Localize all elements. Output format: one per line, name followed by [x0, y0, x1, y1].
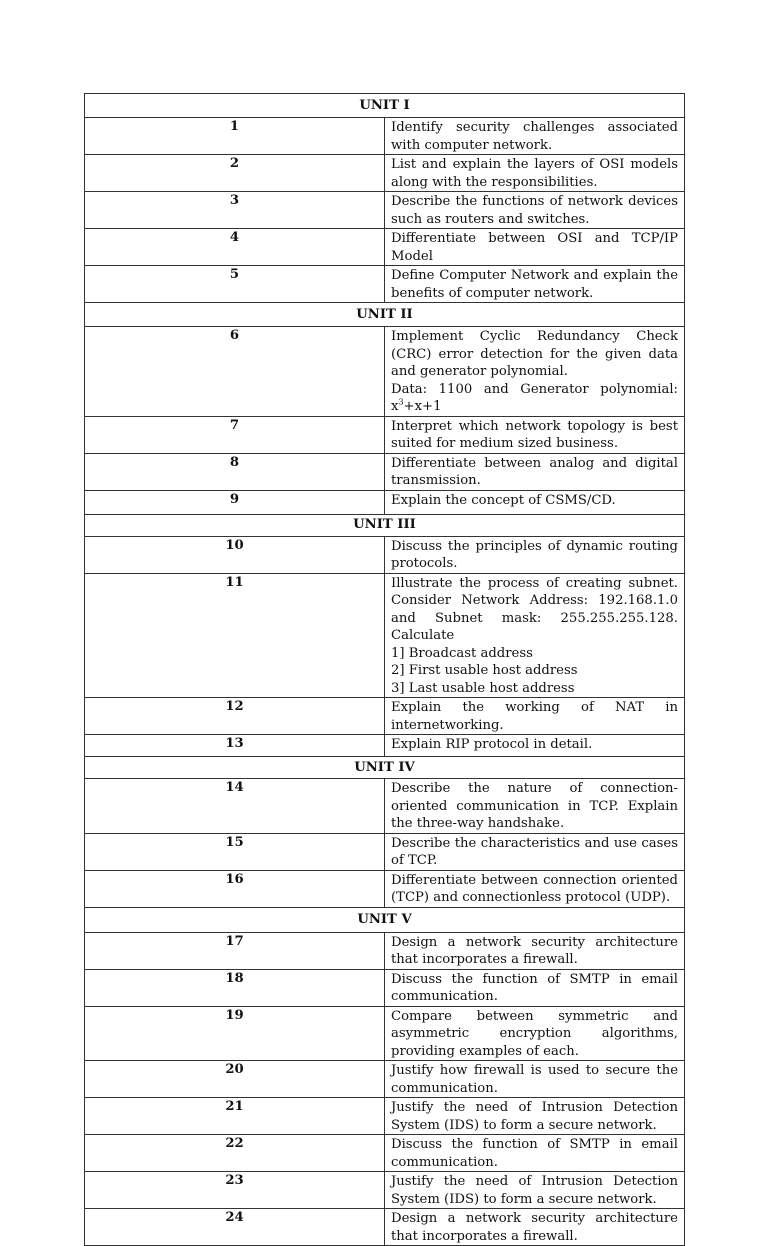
question-text-line: Differentiate between connection oriented (TCP) and connectionless protocol (UDP). — [391, 872, 678, 905]
question-row — [85, 1006, 685, 1061]
crc-data-prefix: Data: 1100 and Generator polynomial: x — [391, 381, 678, 414]
question-text-line: Explain the working of NAT in internetworking. — [391, 700, 678, 733]
crc-data-suffix: +x+1 — [403, 399, 442, 414]
question-row — [85, 490, 685, 514]
question-text-line: Explain the concept of CSMS/CD. — [391, 492, 616, 508]
question-row — [85, 779, 685, 834]
question-text-line: Discuss the principles of dynamic routing protocols. — [391, 538, 678, 571]
question-number: 8 — [85, 453, 385, 490]
unit-header-row — [85, 907, 685, 932]
question-text — [385, 453, 685, 490]
question-number: 4 — [85, 229, 385, 266]
question-text-line: Justify the need of Intrusion Detection System (IDS) to form a secure network. — [391, 1174, 678, 1207]
question-number: 10 — [85, 536, 385, 573]
question-text-line: Differentiate between analog and digital transmission. — [391, 455, 678, 488]
question-row — [85, 266, 685, 303]
question-row — [85, 932, 685, 969]
question-text-line: Implement Cyclic Redundancy Check (CRC) error detection for the given data and generator polynomial. — [391, 329, 678, 379]
question-number: 7 — [85, 416, 385, 453]
question-text-line: Describe the characteristics and use cases of TCP. — [391, 835, 678, 868]
question-number: 17 — [85, 932, 385, 969]
question-text — [385, 266, 685, 303]
question-row — [85, 118, 685, 155]
unit-title: UNIT III — [85, 514, 685, 536]
question-number: 2 — [85, 155, 385, 192]
question-number: 15 — [85, 833, 385, 870]
question-bank-body — [85, 94, 685, 1246]
question-text-line: 3] Last usable host address — [391, 680, 575, 696]
question-text — [385, 1135, 685, 1172]
question-row — [85, 229, 685, 266]
question-text — [385, 327, 685, 417]
crc-data-line — [391, 381, 678, 416]
question-text — [385, 1172, 685, 1209]
question-number: 9 — [85, 490, 385, 514]
question-text-line: Identify security challenges associated with computer network. — [391, 120, 678, 153]
question-number: 13 — [85, 735, 385, 757]
question-number: 6 — [85, 327, 385, 417]
question-text-line: Describe the functions of network devices such as routers and switches. — [391, 194, 678, 227]
question-row — [85, 536, 685, 573]
question-row — [85, 833, 685, 870]
question-row — [85, 192, 685, 229]
polynomial-exponent: 3 — [398, 397, 404, 407]
question-text-line: Justify how firewall is used to secure the communication. — [391, 1063, 678, 1096]
question-number: 5 — [85, 266, 385, 303]
question-text — [385, 416, 685, 453]
unit-header-row — [85, 303, 685, 327]
question-text — [385, 229, 685, 266]
unit-title: UNIT I — [85, 94, 685, 118]
question-row — [85, 735, 685, 757]
unit-title: UNIT II — [85, 303, 685, 327]
question-number: 21 — [85, 1098, 385, 1135]
question-number: 3 — [85, 192, 385, 229]
question-text — [385, 1006, 685, 1061]
question-text — [385, 118, 685, 155]
question-text-line: Design a network security architecture that incorporates a firewall. — [391, 1211, 678, 1244]
question-row — [85, 416, 685, 453]
question-text — [385, 155, 685, 192]
unit-header-row — [85, 514, 685, 536]
question-number: 11 — [85, 573, 385, 698]
unit-header-row — [85, 757, 685, 779]
question-row — [85, 327, 685, 417]
question-text — [385, 573, 685, 698]
question-number: 12 — [85, 698, 385, 735]
question-row — [85, 573, 685, 698]
question-text-line: Define Computer Network and explain the benefits of computer network. — [391, 268, 678, 301]
question-row — [85, 1209, 685, 1246]
question-text — [385, 1098, 685, 1135]
question-number: 23 — [85, 1172, 385, 1209]
question-text-line: Explain RIP protocol in detail. — [391, 737, 593, 752]
unit-title: UNIT V — [85, 907, 685, 932]
question-text-line: 2] First usable host address — [391, 663, 578, 678]
question-row — [85, 155, 685, 192]
question-text-line: Justify the need of Intrusion Detection System (IDS) to form a secure network. — [391, 1100, 678, 1133]
question-row — [85, 1172, 685, 1209]
question-text-line: Interpret which network topology is best suited for medium sized business. — [391, 418, 678, 451]
question-text — [385, 870, 685, 907]
question-text-line: Design a network security architecture that incorporates a firewall. — [391, 934, 678, 967]
unit-title: UNIT IV — [85, 757, 685, 779]
question-text — [385, 490, 685, 514]
question-row — [85, 1135, 685, 1172]
question-text-line: 1] Broadcast address — [391, 645, 533, 661]
question-number: 18 — [85, 969, 385, 1006]
question-row — [85, 698, 685, 735]
question-text — [385, 1061, 685, 1098]
question-text — [385, 833, 685, 870]
question-text-line: Describe the nature of connection-oriented communication in TCP. Explain the three-way handshake. — [391, 781, 678, 831]
question-number: 19 — [85, 1006, 385, 1061]
question-number: 20 — [85, 1061, 385, 1098]
question-text-line: Differentiate between OSI and TCP/IP Model — [391, 231, 678, 264]
question-text — [385, 192, 685, 229]
question-number: 22 — [85, 1135, 385, 1172]
question-bank-table — [84, 93, 685, 1246]
question-text-line: Discuss the function of SMTP in email communication. — [391, 971, 678, 1004]
question-number: 14 — [85, 779, 385, 834]
unit-header-row — [85, 94, 685, 118]
question-text — [385, 735, 685, 757]
question-text — [385, 779, 685, 834]
question-text — [385, 698, 685, 735]
question-row — [85, 453, 685, 490]
question-text — [385, 932, 685, 969]
question-row — [85, 1061, 685, 1098]
question-text — [385, 536, 685, 573]
question-text-line: Discuss the function of SMTP in email communication. — [391, 1137, 678, 1170]
question-row — [85, 1098, 685, 1135]
question-row — [85, 969, 685, 1006]
question-text-line: Illustrate the process of creating subnet. Consider Network Address: 192.168.1.0 and Subnet mask: 255.255.255.128. Calculate — [391, 575, 678, 643]
question-text-line: Compare between symmetric and asymmetric encryption algorithms, providing examples of each. — [391, 1008, 678, 1059]
question-row — [85, 870, 685, 907]
question-number: 1 — [85, 118, 385, 155]
question-number: 16 — [85, 870, 385, 907]
question-text — [385, 969, 685, 1006]
question-text — [385, 1209, 685, 1246]
question-text-line: List and explain the layers of OSI models along with the responsibilities. — [391, 157, 678, 190]
question-number: 24 — [85, 1209, 385, 1246]
